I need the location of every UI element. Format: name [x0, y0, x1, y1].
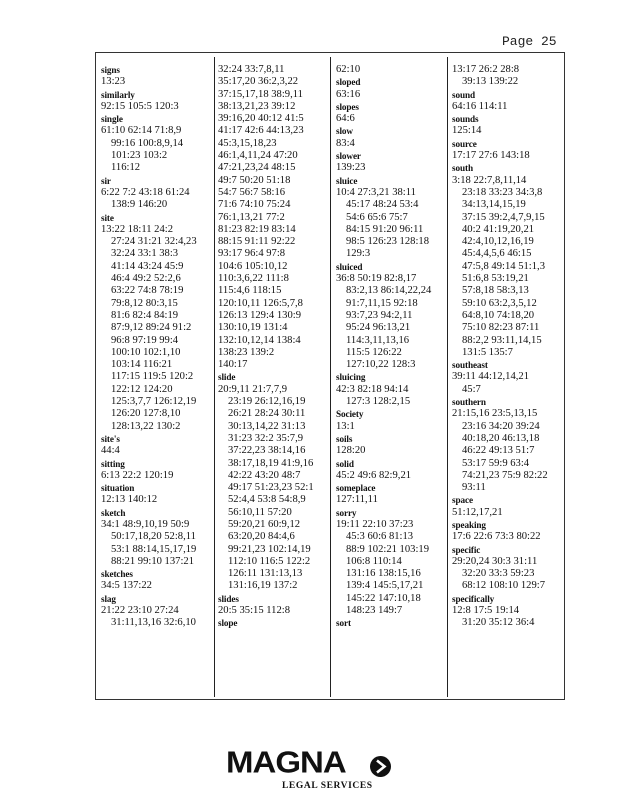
- index-reference: 31:11,13,16 32:6,10: [111, 617, 196, 629]
- index-term: slide: [218, 372, 236, 383]
- index-column-1: [101, 64, 209, 630]
- index-reference: 98:5 126:23 128:18: [346, 236, 429, 248]
- index-reference: 13:17 26:2 28:8: [452, 64, 520, 75]
- index-reference: 127:3 128:2,15: [346, 396, 411, 408]
- index-term: slower: [336, 151, 361, 162]
- index-reference: 115:4,6 118:15: [218, 285, 282, 297]
- index-reference: 128:20: [336, 445, 366, 457]
- index-reference: 126:11 131:13,13: [228, 568, 303, 580]
- index-reference: 59:10 63:2,3,5,12: [462, 297, 537, 309]
- index-reference: 46:1,4,11,24 47:20: [218, 150, 298, 162]
- index-reference: 63:22 74:8 78:19: [111, 285, 184, 297]
- index-reference: 30:13,14,22 31:13: [228, 420, 306, 432]
- index-reference: 106:8 110:14: [346, 555, 402, 567]
- index-term: single: [101, 114, 123, 125]
- index-reference: 59:20,21 60:9,12: [228, 518, 301, 530]
- index-reference: 21:22 23:10 27:24: [101, 605, 179, 617]
- index-term: sound: [452, 89, 475, 100]
- index-reference: 41:14 43:24 45:9: [111, 260, 184, 272]
- index-frame: [95, 52, 565, 700]
- index-term: Society: [336, 409, 364, 420]
- index-reference: 45:4,4,5,6 46:15: [462, 248, 532, 260]
- index-reference: 74:21,23 75:9 82:22: [462, 469, 548, 481]
- index-reference: 68:12 108:10 129:7: [462, 580, 545, 592]
- index-reference: 42:3 82:18 94:14: [336, 383, 409, 395]
- index-reference: 27:24 31:21 32:4,23: [111, 236, 197, 248]
- index-term: solid: [336, 458, 354, 469]
- index-term: sort: [336, 618, 351, 629]
- index-reference: 75:10 82:23 87:11: [462, 322, 540, 334]
- index-reference: 13:23: [101, 76, 126, 88]
- index-reference: 84:15 91:20 96:11: [346, 223, 424, 235]
- index-term: site: [101, 212, 114, 223]
- index-reference: 51:12,17,21: [452, 506, 503, 518]
- index-reference: 29:20,24 30:3 31:11: [452, 555, 538, 567]
- index-reference: 88:15 91:11 92:22: [218, 236, 296, 248]
- index-reference: 52:4,4 53:8 54:8,9: [228, 494, 306, 506]
- index-reference: 45:7: [462, 383, 481, 395]
- index-reference: 81:23 82:19 83:14: [218, 223, 296, 235]
- index-term: sounds: [452, 114, 479, 125]
- index-reference: 20:5 35:15 112:8: [218, 605, 290, 617]
- index-reference: 131:16 138:15,16: [346, 568, 421, 580]
- index-reference: 6:22 7:2 43:18 61:24: [101, 186, 190, 198]
- index-reference: 31:23 32:2 35:7,9: [228, 432, 304, 444]
- index-reference: 32:20 33:3 59:23: [462, 568, 535, 580]
- column-divider: [447, 57, 448, 697]
- index-reference: 100:10 102:1,10: [111, 346, 181, 358]
- index-reference: 130:10,19 131:4: [218, 322, 288, 334]
- index-reference: 17:17 27:6 143:18: [452, 150, 530, 162]
- index-term: sorry: [336, 507, 357, 518]
- index-reference: 42:22 43:20 48:7: [228, 469, 301, 481]
- index-term: sketch: [101, 507, 126, 518]
- index-term: sluice: [336, 175, 358, 186]
- index-term: someplace: [336, 483, 376, 494]
- index-reference: 116:12: [111, 162, 141, 174]
- index-column-3: [336, 64, 444, 630]
- index-reference: 37:15,17,18 38:9,11: [218, 88, 303, 100]
- column-divider: [214, 57, 215, 697]
- index-reference: 139:4 145:5,17,21: [346, 580, 424, 592]
- index-reference: 21:15,16 23:5,13,15: [452, 408, 538, 420]
- index-term: slow: [336, 126, 353, 137]
- index-reference: 138:9 146:20: [111, 199, 168, 211]
- index-reference: 131:16,19 137:2: [228, 580, 298, 592]
- index-reference: 91:7,11,15 92:18: [346, 297, 418, 309]
- page-number: Page 25: [502, 34, 557, 49]
- index-reference: 104:6 105:10,12: [218, 260, 288, 272]
- index-term: sir: [101, 175, 111, 186]
- index-reference: 117:15 119:5 120:2: [111, 371, 194, 383]
- index-reference: 61:10 62:14 71:8,9: [101, 125, 182, 137]
- index-reference: 45:17 48:24 53:4: [346, 199, 419, 211]
- index-term: sketches: [101, 569, 133, 580]
- index-reference: 47:5,8 49:14 51:1,3: [462, 260, 545, 272]
- index-reference: 93:7,23 94:2,11: [346, 309, 413, 321]
- index-term: slope: [218, 618, 238, 629]
- index-reference: 39:13 139:22: [462, 76, 519, 88]
- index-term: sloped: [336, 77, 361, 88]
- index-reference: 63:20,20 84:4,6: [228, 531, 295, 543]
- index-reference: 122:12 124:20: [111, 383, 173, 395]
- index-reference: 12:13 140:12: [101, 494, 158, 506]
- index-reference: 13:1: [336, 420, 355, 432]
- index-reference: 127:10,22 128:3: [346, 359, 416, 371]
- index-reference: 95:24 96:13,21: [346, 322, 411, 334]
- index-reference: 34:5 137:22: [101, 580, 152, 592]
- index-reference: 40:2 41:19,20,21: [462, 223, 535, 235]
- index-reference: 88:21 99:10 137:21: [111, 555, 194, 567]
- index-reference: 145:22 147:10,18: [346, 592, 421, 604]
- index-column-2: [218, 64, 326, 630]
- index-column-4: [452, 64, 560, 630]
- index-reference: 79:8,12 80:3,15: [111, 297, 178, 309]
- index-reference: 87:9,12 89:24 91:2: [111, 322, 192, 334]
- index-term: site's: [101, 433, 120, 444]
- index-reference: 88:2,2 93:11,14,15: [462, 334, 542, 346]
- index-reference: 64:6: [336, 113, 355, 125]
- index-term: south: [452, 163, 473, 174]
- index-reference: 63:16: [336, 88, 361, 100]
- index-reference: 17:6 22:6 73:3 80:22: [452, 531, 541, 543]
- index-reference: 51:6,8 53:19,21: [462, 273, 529, 285]
- index-reference: 76:1,13,21 77:2: [218, 211, 285, 223]
- index-reference: 3:18 22:7,8,11,14: [452, 174, 527, 186]
- index-reference: 129:3: [346, 248, 371, 260]
- index-reference: 56:10,11 57:20: [228, 506, 292, 518]
- index-reference: 23:16 34:20 39:24: [462, 420, 540, 432]
- index-reference: 96:8 97:19 99:4: [111, 334, 179, 346]
- index-reference: 114:3,11,13,16: [346, 334, 410, 346]
- index-term: sitting: [101, 458, 125, 469]
- index-reference: 120:10,11 126:5,7,8: [218, 297, 303, 309]
- index-term: sluicing: [336, 372, 366, 383]
- index-reference: 45:3,15,18,23: [218, 137, 277, 149]
- index-reference: 20:9,11 21:7,7,9: [218, 383, 288, 395]
- index-reference: 46:22 49:13 51:7: [462, 445, 535, 457]
- index-reference: 34:13,14,15,19: [462, 199, 526, 211]
- index-reference: 35:17,20 36:2,3,22: [218, 76, 299, 88]
- index-reference: 128:13,22 130:2: [111, 420, 181, 432]
- index-reference: 31:20 35:12 36:4: [462, 617, 535, 629]
- index-reference: 64:16 114:11: [452, 100, 508, 112]
- index-reference: 92:15 105:5 120:3: [101, 100, 179, 112]
- index-reference: 32:24 33:1 38:3: [111, 248, 179, 260]
- index-reference: 126:13 129:4 130:9: [218, 309, 301, 321]
- index-reference: 6:13 22:2 120:19: [101, 469, 174, 481]
- index-term: sluiced: [336, 261, 363, 272]
- index-reference: 34:1 48:9,10,19 50:9: [101, 518, 190, 530]
- index-reference: 71:6 74:10 75:24: [218, 199, 291, 211]
- index-term: soils: [336, 433, 353, 444]
- index-term: speaking: [452, 519, 486, 530]
- index-term: slag: [101, 593, 116, 604]
- index-reference: 99:21,23 102:14,19: [228, 543, 311, 555]
- index-reference: 126:20 127:8,10: [111, 408, 181, 420]
- index-reference: 23:18 33:23 34:3,8: [462, 186, 543, 198]
- index-reference: 138:23 139:2: [218, 346, 275, 358]
- index-reference: 23:19 26:12,16,19: [228, 396, 306, 408]
- index-reference: 139:23: [336, 162, 366, 174]
- logo-tagline: LEGAL SERVICES: [282, 781, 373, 791]
- index-reference: 49:7 50:20 51:18: [218, 174, 291, 186]
- index-term: specific: [452, 544, 481, 555]
- index-reference: 32:24 33:7,8,11: [218, 64, 285, 75]
- index-reference: 45:3 60:6 81:13: [346, 531, 414, 543]
- index-reference: 37:22,23 38:14,16: [228, 445, 306, 457]
- index-reference: 37:15 39:2,4,7,9,15: [462, 211, 545, 223]
- index-reference: 62:10: [336, 64, 361, 75]
- index-term: southeast: [452, 360, 488, 371]
- index-term: signs: [101, 65, 120, 75]
- index-term: situation: [101, 483, 135, 494]
- index-reference: 57:8,18 58:3,13: [462, 285, 529, 297]
- index-reference: 115:5 126:22: [346, 346, 402, 358]
- index-term: similarly: [101, 89, 135, 100]
- index-reference: 81:6 82:4 84:19: [111, 309, 179, 321]
- index-reference: 53:17 59:9 63:4: [462, 457, 530, 469]
- index-term: slopes: [336, 101, 359, 112]
- index-reference: 88:9 102:21 103:19: [346, 543, 429, 555]
- index-reference: 19:11 22:10 37:23: [336, 518, 414, 530]
- index-reference: 38:17,18,19 41:9,16: [228, 457, 314, 469]
- index-reference: 45:2 49:6 82:9,21: [336, 469, 412, 481]
- index-reference: 64:8,10 74:18,20: [462, 309, 535, 321]
- index-reference: 125:14: [452, 125, 482, 137]
- index-reference: 99:16 100:8,9,14: [111, 137, 184, 149]
- index-reference: 93:11: [462, 482, 486, 494]
- index-reference: 12:8 17:5 19:14: [452, 605, 520, 617]
- index-reference: 101:23 103:2: [111, 150, 168, 162]
- index-reference: 40:18,20 46:13,18: [462, 432, 540, 444]
- arrow-circle-icon: [370, 756, 391, 777]
- magna-logo: [222, 745, 402, 793]
- index-term: southern: [452, 397, 486, 408]
- index-reference: 103:14 116:21: [111, 359, 173, 371]
- index-reference: 13:22 18:11 24:2: [101, 223, 173, 235]
- index-reference: 132:10,12,14 138:4: [218, 334, 301, 346]
- index-reference: 54:7 56:7 58:16: [218, 186, 286, 198]
- index-reference: 36:8 50:19 82:8,17: [336, 273, 417, 285]
- index-reference: 49:17 51:23,23 52:1: [228, 482, 314, 494]
- index-reference: 44:4: [101, 445, 120, 457]
- index-reference: 50:17,18,20 52:8,11: [111, 531, 196, 543]
- index-reference: 46:4 49:2 52:2,6: [111, 273, 181, 285]
- index-reference: 112:10 116:5 122:2: [228, 555, 311, 567]
- index-reference: 10:4 27:3,21 38:11: [336, 186, 416, 198]
- index-term: specifically: [452, 593, 495, 604]
- column-divider: [330, 57, 331, 697]
- index-reference: 131:5 135:7: [462, 346, 513, 358]
- index-reference: 148:23 149:7: [346, 605, 403, 617]
- index-reference: 41:17 42:6 44:13,23: [218, 125, 304, 137]
- index-reference: 93:17 96:4 97:8: [218, 248, 286, 260]
- index-reference: 83:2,13 86:14,22,24: [346, 285, 432, 297]
- index-reference: 38:13,21,23 39:12: [218, 100, 296, 112]
- index-reference: 47:21,23,24 48:15: [218, 162, 296, 174]
- index-reference: 54:6 65:6 75:7: [346, 211, 408, 223]
- index-reference: 140:17: [218, 359, 248, 371]
- logo-wordmark: MAGNA: [226, 745, 346, 780]
- index-term: source: [452, 138, 477, 149]
- index-term: space: [452, 495, 473, 506]
- index-reference: 53:1 88:14,15,17,19: [111, 543, 197, 555]
- index-term: slides: [218, 593, 239, 604]
- index-reference: 39:11 44:12,14,21: [452, 371, 530, 383]
- index-reference: 39:16,20 40:12 41:5: [218, 113, 304, 125]
- index-reference: 42:4,10,12,16,19: [462, 236, 534, 248]
- index-reference: 125:3,7,7 126:12,19: [111, 396, 197, 408]
- index-reference: 127:11,11: [336, 494, 378, 506]
- index-reference: 26:21 28:24 30:11: [228, 408, 306, 420]
- index-reference: 83:4: [336, 137, 355, 149]
- index-reference: 110:3,6,22 111:8: [218, 273, 289, 285]
